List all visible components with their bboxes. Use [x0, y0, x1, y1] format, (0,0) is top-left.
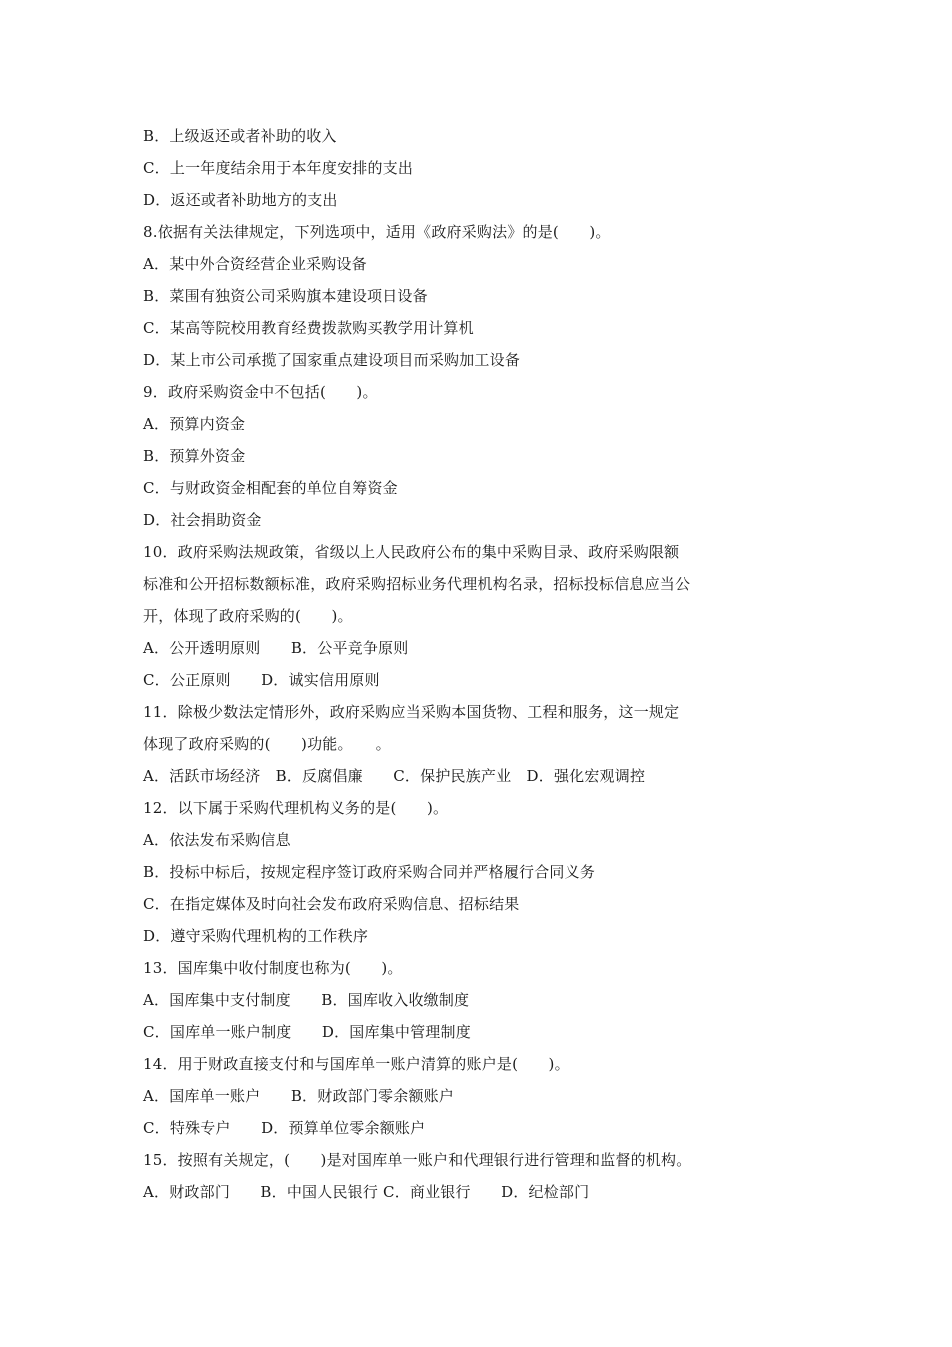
- option-line: A．财政部门 B．中国人民银行 C．商业银行 D．纪检部门: [143, 1183, 590, 1201]
- option-line: B．菜围有独资公司采购旗本建设项日设备: [143, 287, 428, 305]
- question-9: 9．政府采购资金中不包括( )。: [143, 383, 378, 401]
- option-line: A．预算内资金: [143, 415, 246, 433]
- option-line: C．特殊专户 D．预算单位零余额账户: [143, 1119, 426, 1137]
- option-line: D．遵守采购代理机构的工作秩序: [143, 927, 369, 945]
- option-line: C．公正原则 D．诚实信用原则: [143, 671, 380, 689]
- question-10-cont: 开，体现了政府采购的( )。: [143, 607, 353, 625]
- question-13: 13．国库集中收付制度也称为( )。: [143, 959, 403, 977]
- option-line: B．投标中标后，按规定程序签订政府采购合同并严格履行合同义务: [143, 863, 596, 881]
- question-11-cont: 体现了政府采购的( )功能。 。: [143, 735, 391, 753]
- option-line: A．依法发布采购信息: [143, 831, 291, 849]
- question-11: 11．除极少数法定情形外，政府采购应当采购本国货物、工程和服务，这一规定: [143, 703, 680, 721]
- option-line: C．国库单一账户制度 D．国库集中管理制度: [143, 1023, 471, 1041]
- question-12: 12．以下属于采购代理机构义务的是( )。: [143, 799, 449, 817]
- option-line: D．社会捐助资金: [143, 511, 262, 529]
- option-line: B．预算外资金: [143, 447, 246, 465]
- question-10: 10．政府采购法规政策，省级以上人民政府公布的集中采购目录、政府采购限额: [143, 543, 680, 561]
- option-line: D．某上市公司承揽了国家重点建设项目而采购加工设备: [143, 351, 521, 369]
- option-line: A．国库单一账户 B．财政部门零余额账户: [143, 1087, 455, 1105]
- question-15: 15．按照有关规定，( )是对国库单一账户和代理银行进行管理和监督的机构。: [143, 1151, 692, 1169]
- option-line: C．与财政资金相配套的单位自筹资金: [143, 479, 398, 497]
- option-line: C．某高等院校用教育经费拨款购买教学用计算机: [143, 319, 474, 337]
- option-line: A．国库集中支付制度 B．国库收入收缴制度: [143, 991, 470, 1009]
- option-line: C．在指定媒体及时向社会发布政府采购信息、招标结果: [143, 895, 520, 913]
- question-14: 14．用于财政直接支付和与国库单一账户清算的账户是( )。: [143, 1055, 570, 1073]
- question-8: 8.依据有关法律规定，下列选项中，适用《政府采购法》的是( )。: [143, 223, 611, 241]
- option-line: A．公开透明原则 B．公平竞争原则: [143, 639, 409, 657]
- option-line: A．活跃市场经济 B．反腐倡廉 C．保护民族产业 D．强化宏观调控: [143, 767, 646, 785]
- option-line: C．上一年度结余用于本年度安排的支出: [143, 159, 414, 177]
- option-line: B．上级返还或者补助的收入: [143, 127, 337, 145]
- option-line: D．返还或者补助地方的支出: [143, 191, 338, 209]
- option-line: A．某中外合资经营企业采购设备: [143, 255, 367, 273]
- document-page: [143, 120, 783, 1208]
- question-10-cont: 标准和公开招标数额标准，政府采购招标业务代理机构名录，招标投标信息应当公: [143, 575, 691, 593]
